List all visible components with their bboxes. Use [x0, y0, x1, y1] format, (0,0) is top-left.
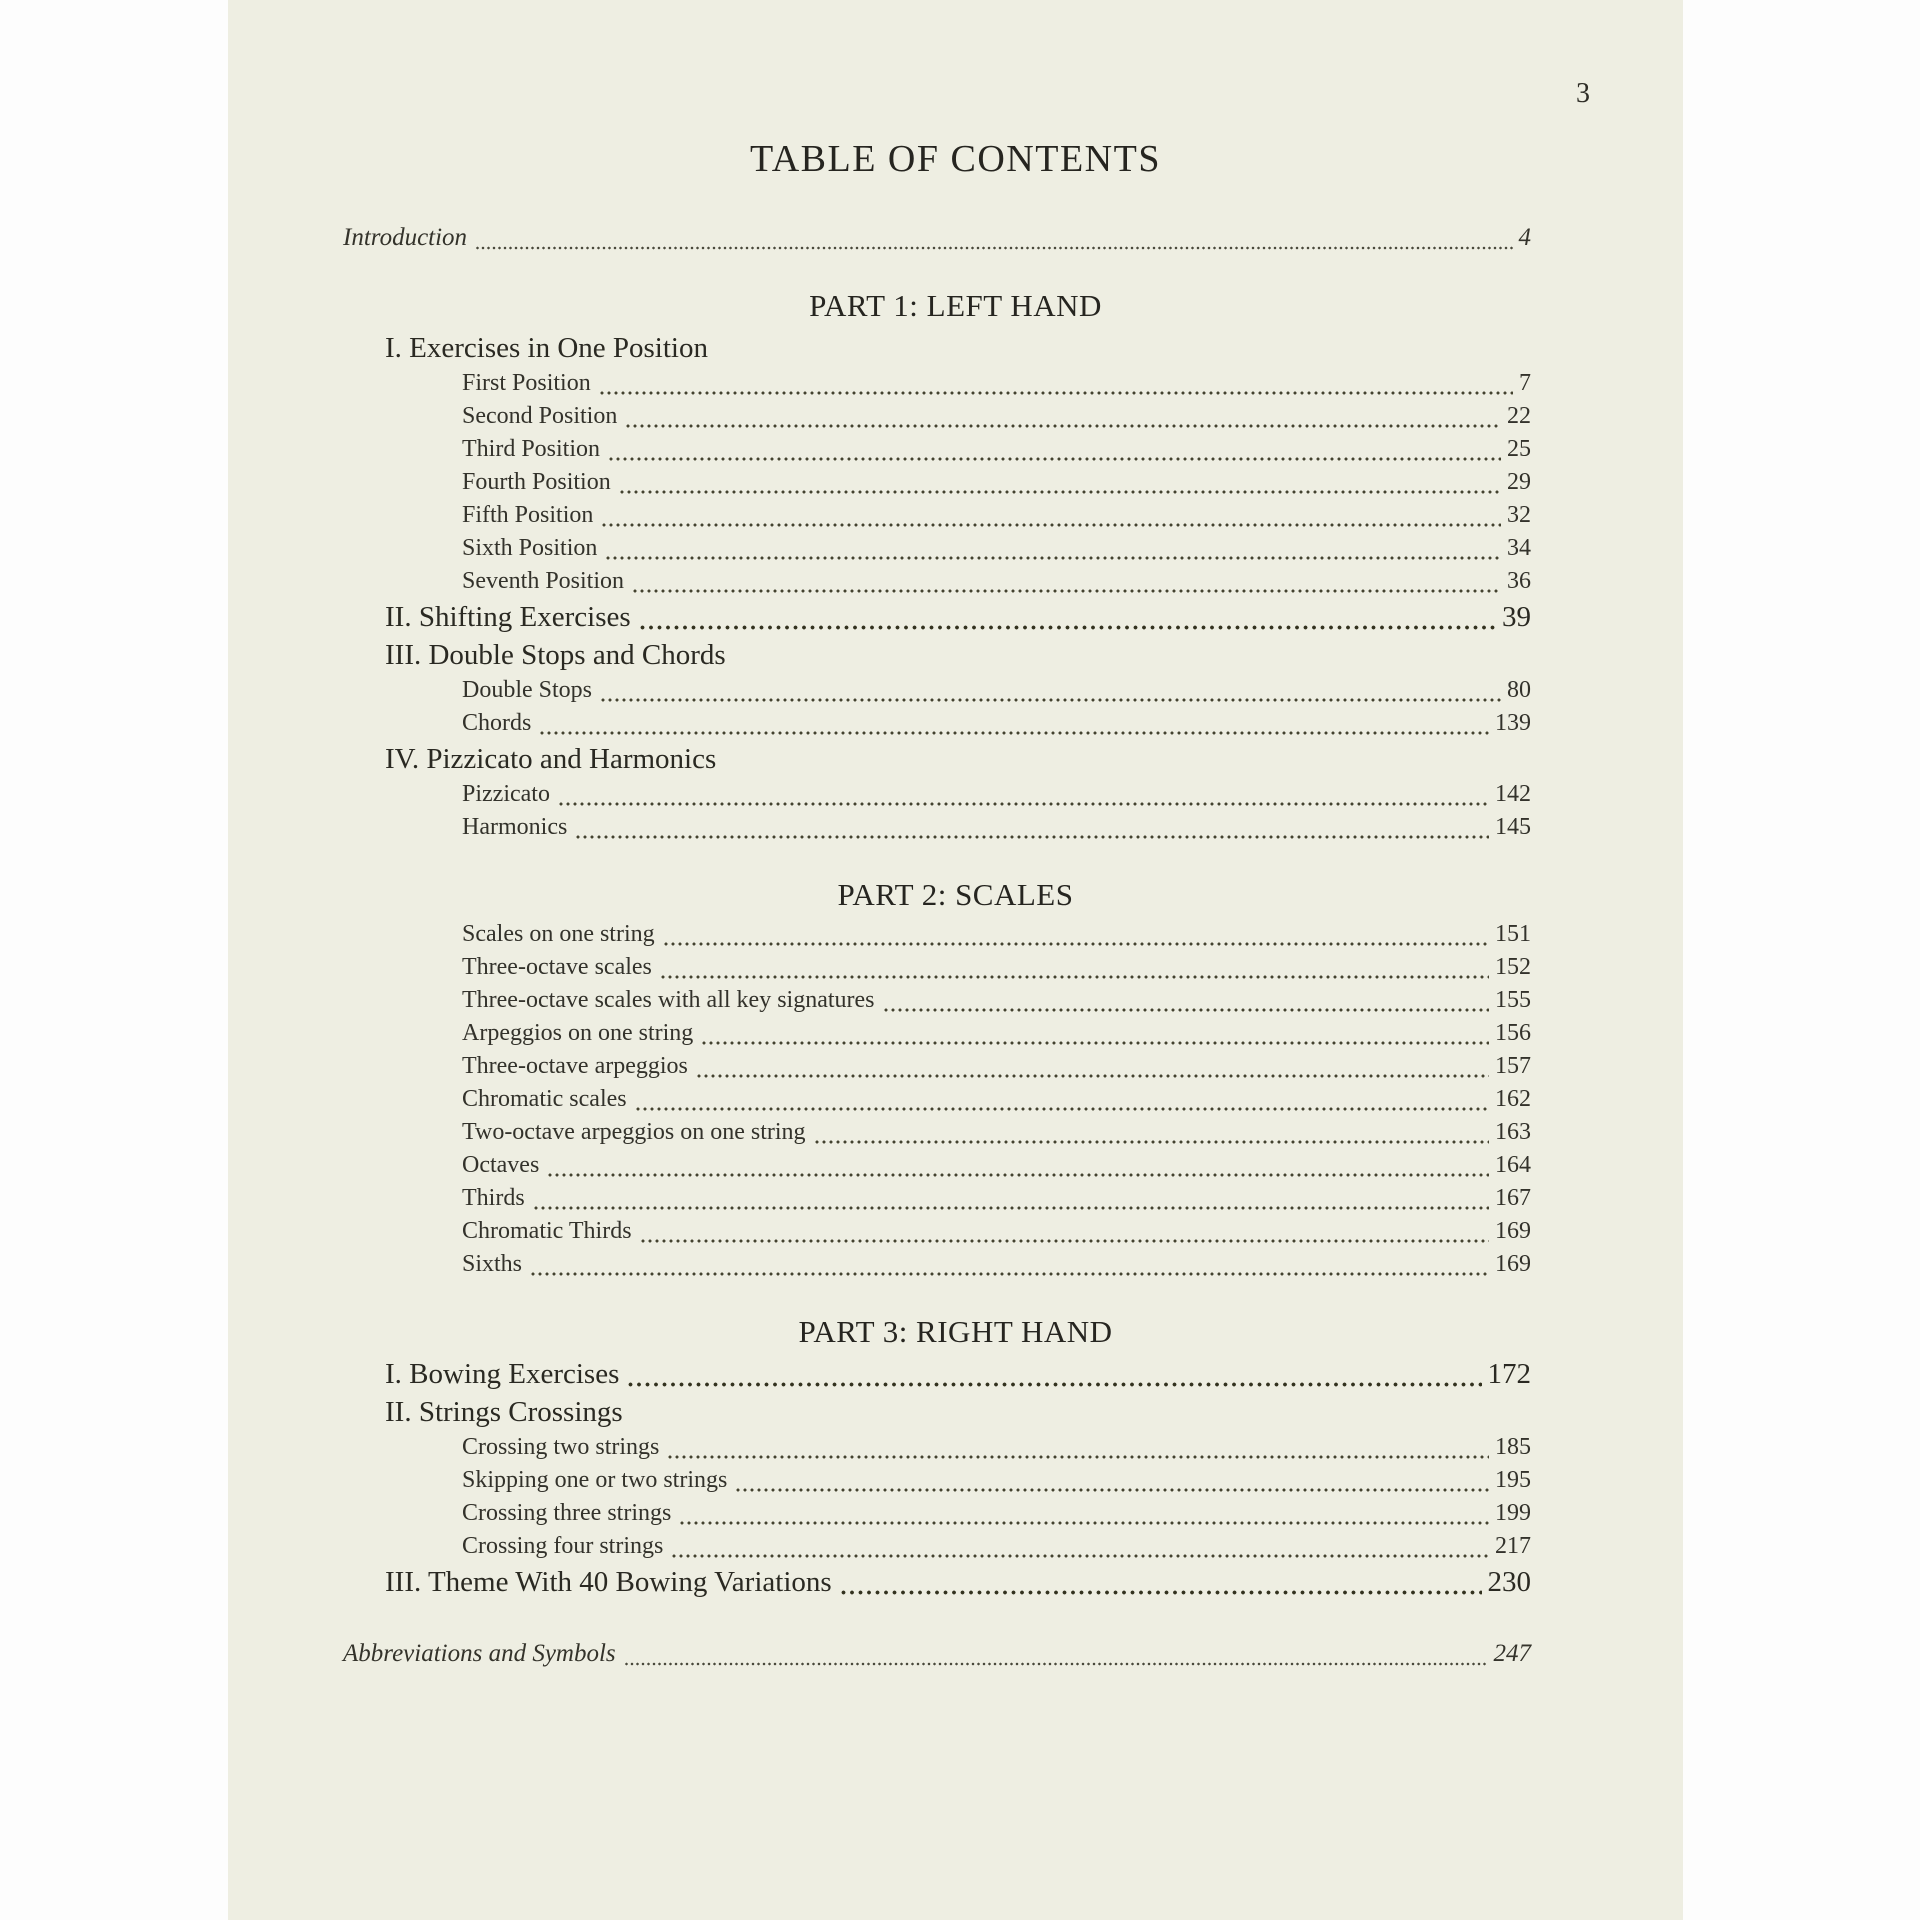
- dot-leader: [661, 975, 1489, 979]
- page-number: 164: [1495, 1152, 1531, 1178]
- toc-row: [228, 674, 1683, 707]
- dot-leader: [576, 835, 1489, 839]
- toc-row: [228, 532, 1683, 565]
- dot-leader: [702, 1041, 1489, 1045]
- toc-row: [228, 1116, 1683, 1149]
- dot-leader: [600, 391, 1513, 395]
- toc-entry-label: Third Position: [462, 436, 601, 462]
- page-number: 39: [1502, 601, 1531, 633]
- toc-content: [228, 0, 1683, 1671]
- toc-row: [228, 811, 1683, 844]
- toc-row: [228, 1083, 1683, 1116]
- toc-entry-label: II. Strings Crossings: [385, 1396, 623, 1428]
- page-number: 162: [1495, 1086, 1531, 1112]
- toc-row: [228, 1050, 1683, 1083]
- page-number: 22: [1507, 403, 1531, 429]
- toc-row-section: [228, 598, 1683, 636]
- page-number: 145: [1495, 814, 1531, 840]
- page-number: 34: [1507, 535, 1531, 561]
- toc-entry-label: Three-octave arpeggios: [462, 1053, 688, 1079]
- toc-row-introduction: [228, 221, 1683, 255]
- dot-leader: [640, 625, 1496, 630]
- dot-leader: [697, 1074, 1489, 1078]
- dot-leader: [534, 1206, 1489, 1210]
- page-number: 152: [1495, 954, 1531, 980]
- dot-leader: [668, 1455, 1489, 1459]
- toc-entry-label: First Position: [462, 370, 591, 396]
- page-folio: 3: [1576, 78, 1590, 109]
- toc-entry-label: Scales on one string: [462, 921, 655, 947]
- page-number: 163: [1495, 1119, 1531, 1145]
- page-number: 199: [1495, 1500, 1531, 1526]
- dot-leader: [633, 589, 1501, 593]
- toc-entry-label: III. Double Stops and Chords: [385, 639, 726, 671]
- toc-entry-label: Arpeggios on one string: [462, 1020, 694, 1046]
- toc-entry-label: Chromatic Thirds: [462, 1218, 632, 1244]
- toc-entry-label: Fourth Position: [462, 469, 611, 495]
- toc-row: [228, 400, 1683, 433]
- toc-row: [228, 1017, 1683, 1050]
- toc-entry-label: Three-octave scales: [462, 954, 652, 980]
- page-number: 4: [1518, 224, 1531, 251]
- dot-leader: [815, 1140, 1489, 1144]
- toc-entry-label: Second Position: [462, 403, 618, 429]
- page-number: 195: [1495, 1467, 1531, 1493]
- page-number: 169: [1495, 1251, 1531, 1277]
- toc-row-section: [228, 740, 1683, 778]
- page-number: 80: [1507, 677, 1531, 703]
- dot-leader: [531, 1272, 1489, 1276]
- dot-leader: [559, 802, 1489, 806]
- toc-entry-label: Harmonics: [462, 814, 568, 840]
- dot-leader: [636, 1107, 1489, 1111]
- toc-row: [228, 499, 1683, 532]
- dot-leader: [680, 1521, 1489, 1525]
- toc-row-section: [228, 1393, 1683, 1431]
- toc-row: [228, 707, 1683, 740]
- page-number: 7: [1519, 370, 1531, 396]
- part-heading: PART 3: RIGHT HAND: [798, 1314, 1113, 1349]
- toc-entry-label: III. Theme With 40 Bowing Variations: [385, 1566, 832, 1598]
- toc-entry-label: Skipping one or two strings: [462, 1467, 728, 1493]
- page-number: 29: [1507, 469, 1531, 495]
- toc-entry-label: IV. Pizzicato and Harmonics: [385, 743, 717, 775]
- dot-leader: [548, 1173, 1489, 1177]
- toc-entry-label: I. Exercises in One Position: [385, 332, 708, 364]
- page-number: 36: [1507, 568, 1531, 594]
- toc-row-section: [228, 1355, 1683, 1393]
- page-number: 142: [1495, 781, 1531, 807]
- toc-row: [228, 1248, 1683, 1281]
- dot-leader: [606, 556, 1501, 560]
- toc-row-section: [228, 1563, 1683, 1601]
- page-number: 169: [1495, 1218, 1531, 1244]
- toc-entry-label: Fifth Position: [462, 502, 594, 528]
- dot-leader: [641, 1239, 1489, 1243]
- toc-entry-label: Sixths: [462, 1251, 523, 1277]
- dot-leader: [628, 1382, 1481, 1387]
- dot-leader: [884, 1008, 1490, 1012]
- toc-row: [228, 778, 1683, 811]
- page-number: 172: [1487, 1358, 1531, 1390]
- part-heading: PART 2: SCALES: [837, 877, 1074, 912]
- toc-row-abbreviations: [228, 1637, 1683, 1671]
- toc-entry-label: II. Shifting Exercises: [385, 601, 631, 633]
- page-number: 151: [1495, 921, 1531, 947]
- page-number: 167: [1495, 1185, 1531, 1211]
- dot-leader: [609, 457, 1501, 461]
- page-number: 139: [1495, 710, 1531, 736]
- toc-row: [228, 1182, 1683, 1215]
- toc-row-section: [228, 329, 1683, 367]
- toc-entry-label: Pizzicato: [462, 781, 550, 807]
- toc-entry-label: Thirds: [462, 1185, 525, 1211]
- toc-entry-label: Chords: [462, 710, 532, 736]
- toc-row: [228, 433, 1683, 466]
- dot-leader: [736, 1488, 1489, 1492]
- toc-row: [228, 565, 1683, 598]
- toc-row-section: [228, 636, 1683, 674]
- toc-entry-label: Two-octave arpeggios on one string: [462, 1119, 806, 1145]
- page-number: 25: [1507, 436, 1531, 462]
- toc-row: [228, 466, 1683, 499]
- dot-leader: [601, 698, 1501, 702]
- toc-row: [228, 984, 1683, 1017]
- toc-entry-label: Crossing three strings: [462, 1500, 672, 1526]
- page-number: 155: [1495, 987, 1531, 1013]
- book-page: [228, 0, 1683, 1920]
- dot-leader: [625, 1662, 1488, 1666]
- dot-leader: [626, 424, 1501, 428]
- dot-leader: [672, 1554, 1489, 1558]
- toc-row: [228, 951, 1683, 984]
- dot-leader: [476, 246, 1512, 250]
- page-number: 230: [1487, 1566, 1531, 1598]
- page-number: 247: [1493, 1640, 1531, 1667]
- toc-entry-label: Crossing four strings: [462, 1533, 664, 1559]
- toc-entry-label: Sixth Position: [462, 535, 598, 561]
- toc-entry-label: Abbreviations and Symbols: [343, 1640, 616, 1667]
- dot-leader: [841, 1590, 1482, 1595]
- dot-leader: [602, 523, 1501, 527]
- toc-row: [228, 1431, 1683, 1464]
- toc-entry-label: Chromatic scales: [462, 1086, 627, 1112]
- toc-row: [228, 1497, 1683, 1530]
- toc-entry-label: I. Bowing Exercises: [385, 1358, 620, 1390]
- toc-row: [228, 367, 1683, 400]
- toc-row: [228, 1215, 1683, 1248]
- page-number: 32: [1507, 502, 1531, 528]
- toc-entry-label: Seventh Position: [462, 568, 625, 594]
- toc-entry-label: Three-octave scales with all key signatures: [462, 987, 875, 1013]
- toc-entry-label: Octaves: [462, 1152, 540, 1178]
- toc-row: [228, 1530, 1683, 1563]
- page-number: 217: [1495, 1533, 1531, 1559]
- page-title: TABLE OF CONTENTS: [750, 138, 1161, 180]
- toc-entry-label: Introduction: [343, 224, 468, 251]
- toc-entry-label: Double Stops: [462, 677, 593, 703]
- dot-leader: [620, 490, 1501, 494]
- page-number: 157: [1495, 1053, 1531, 1079]
- page-number: 185: [1495, 1434, 1531, 1460]
- toc-row: [228, 918, 1683, 951]
- dot-leader: [540, 731, 1489, 735]
- toc-row: [228, 1464, 1683, 1497]
- toc-row: [228, 1149, 1683, 1182]
- part-heading: PART 1: LEFT HAND: [809, 288, 1102, 323]
- page-number: 156: [1495, 1020, 1531, 1046]
- toc-entry-label: Crossing two strings: [462, 1434, 660, 1460]
- dot-leader: [664, 942, 1489, 946]
